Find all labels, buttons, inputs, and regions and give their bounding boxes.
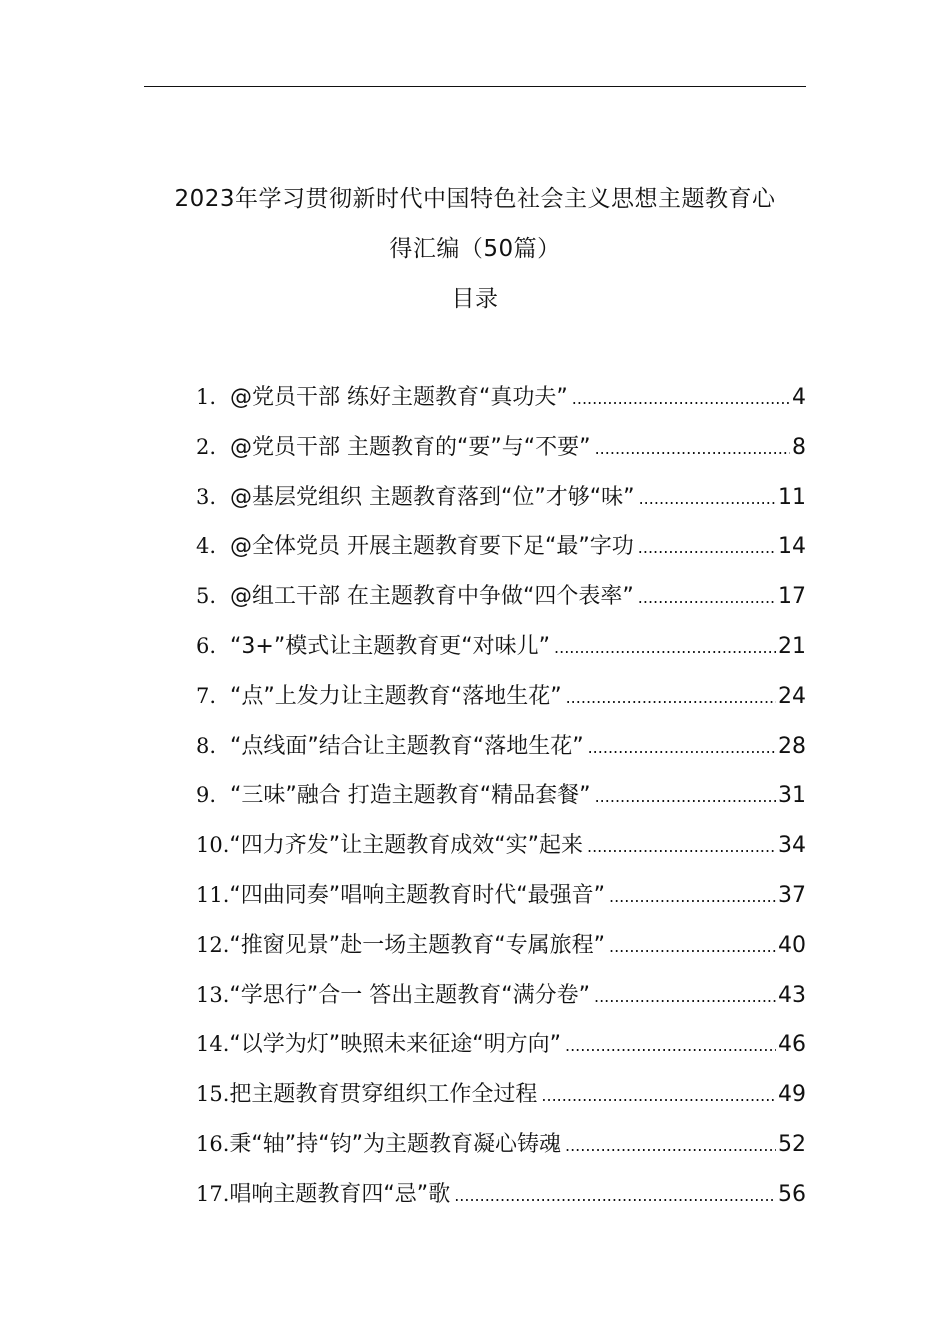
toc-entry-page-number: 28 bbox=[778, 733, 806, 759]
toc-entry[interactable] bbox=[196, 380, 806, 430]
toc-entry[interactable] bbox=[196, 430, 806, 480]
toc-dot-leader bbox=[454, 1186, 776, 1205]
toc-dot-leader bbox=[587, 837, 776, 856]
toc-entry-number: 3. bbox=[196, 484, 217, 509]
toc-entry-title: 把主题教育贯穿组织工作全过程 bbox=[229, 1082, 538, 1108]
toc-entry[interactable] bbox=[196, 1177, 806, 1227]
toc-entry-title: “三味”融合 打造主题教育“精品套餐” bbox=[230, 783, 591, 809]
toc-entry[interactable] bbox=[196, 778, 806, 828]
toc-entry-number: 4. bbox=[196, 534, 217, 559]
toc-entry-title: “以学为灯”映照未来征途“明方向” bbox=[229, 1032, 561, 1058]
toc-heading: 目录 bbox=[451, 286, 499, 312]
toc-entry-number: 5. bbox=[196, 584, 217, 609]
toc-entry-title: @党员干部 练好主题教育“真功夫” bbox=[230, 385, 568, 410]
toc-entry-number: 14. bbox=[196, 1032, 230, 1057]
toc-entry-number: 6. bbox=[196, 633, 217, 658]
toc-entry-number: 8. bbox=[196, 733, 217, 758]
toc-entry-page-number: 56 bbox=[778, 1181, 806, 1207]
toc-entry-title: “四力齐发”让主题教育成效“实”起来 bbox=[229, 833, 583, 859]
toc-entry-title: 唱响主题教育四“忌”歌 bbox=[229, 1181, 451, 1207]
toc-dot-leader bbox=[554, 638, 776, 657]
toc-entry[interactable] bbox=[196, 828, 806, 878]
toc-dot-leader bbox=[565, 1036, 776, 1055]
toc-entry-number: 10. bbox=[196, 833, 230, 858]
toc-dot-leader bbox=[565, 1136, 776, 1155]
toc-entry-title: @全体党员 开展主题教育要下足“最”字功 bbox=[230, 534, 634, 560]
toc-entry-page-number: 34 bbox=[778, 833, 806, 859]
toc-entry-number: 2. bbox=[196, 434, 217, 459]
toc-entry-title: “点线面”结合让主题教育“落地生花” bbox=[230, 733, 584, 759]
toc-entry-page-number: 8 bbox=[792, 434, 806, 460]
toc-entry-title: “点”上发力让主题教育“落地生花” bbox=[230, 683, 562, 709]
toc-entry-number: 13. bbox=[196, 982, 230, 1007]
toc-dot-leader bbox=[638, 538, 776, 557]
toc-entry-page-number: 14 bbox=[778, 534, 806, 560]
toc-entry-number: 9. bbox=[196, 783, 217, 808]
toc-entry-page-number: 46 bbox=[778, 1032, 806, 1058]
toc-entry-page-number: 17 bbox=[778, 584, 806, 610]
toc-entry-page-number: 49 bbox=[778, 1082, 806, 1108]
toc-entry-title: @基层党组织 主题教育落到“位”才够“味” bbox=[230, 484, 635, 510]
toc-dot-leader bbox=[594, 987, 776, 1006]
toc-entry-number: 16. bbox=[196, 1131, 230, 1156]
toc-entry-title: “四曲同奏”唱响主题教育时代“最强音” bbox=[229, 882, 605, 908]
toc-dot-leader bbox=[609, 887, 776, 906]
toc-entry-page-number: 31 bbox=[778, 783, 806, 809]
toc-entry-page-number: 11 bbox=[778, 484, 806, 510]
table-of-contents bbox=[196, 380, 806, 1227]
toc-entry[interactable] bbox=[196, 529, 806, 579]
toc-entry-page-number: 37 bbox=[778, 882, 806, 908]
document-title-line-1: 2023年学习贯彻新时代中国特色社会主义思想主题教育心 bbox=[174, 186, 776, 212]
toc-entry[interactable] bbox=[196, 480, 806, 530]
toc-entry[interactable] bbox=[196, 978, 806, 1028]
toc-entry-number: 7. bbox=[196, 683, 217, 708]
toc-entry-title: @党员干部 主题教育的“要”与“不要” bbox=[230, 434, 591, 460]
toc-dot-leader bbox=[595, 439, 790, 458]
toc-dot-leader bbox=[595, 787, 776, 806]
header-rule bbox=[144, 86, 806, 87]
toc-entry[interactable] bbox=[196, 878, 806, 928]
toc-entry[interactable] bbox=[196, 579, 806, 629]
document-title-line-2: 得汇编（50篇） bbox=[389, 236, 561, 262]
toc-dot-leader bbox=[566, 688, 776, 707]
toc-entry-page-number: 43 bbox=[778, 982, 806, 1008]
toc-entry-page-number: 52 bbox=[778, 1131, 806, 1157]
toc-entry[interactable] bbox=[196, 1027, 806, 1077]
toc-dot-leader bbox=[609, 937, 776, 956]
toc-entry[interactable] bbox=[196, 629, 806, 679]
toc-entry-number: 1. bbox=[196, 385, 217, 409]
toc-entry[interactable] bbox=[196, 1127, 806, 1177]
toc-dot-leader bbox=[639, 489, 776, 508]
toc-entry[interactable] bbox=[196, 928, 806, 978]
toc-entry-number: 11. bbox=[196, 882, 230, 907]
toc-entry-page-number: 4 bbox=[792, 385, 806, 410]
toc-dot-leader bbox=[541, 1086, 776, 1105]
toc-entry-number: 17. bbox=[196, 1181, 230, 1206]
toc-entry[interactable] bbox=[196, 729, 806, 779]
toc-entry-title: 秉“轴”持“钧”为主题教育凝心铸魂 bbox=[229, 1131, 561, 1157]
toc-entry-title: “推窗见景”赴一场主题教育“专属旅程” bbox=[229, 932, 605, 958]
toc-entry-title: “3+”模式让主题教育更“对味儿” bbox=[230, 633, 551, 659]
toc-dot-leader bbox=[588, 738, 776, 757]
toc-entry-title: @组工干部 在主题教育中争做“四个表率” bbox=[230, 584, 634, 610]
toc-entry[interactable] bbox=[196, 679, 806, 729]
toc-entry-number: 12. bbox=[196, 932, 230, 957]
toc-entry-page-number: 24 bbox=[778, 683, 806, 709]
toc-entry-title: “学思行”合一 答出主题教育“满分卷” bbox=[229, 982, 590, 1008]
toc-dot-leader bbox=[638, 588, 776, 607]
toc-dot-leader bbox=[572, 389, 790, 408]
toc-entry-page-number: 40 bbox=[778, 932, 806, 958]
toc-entry-page-number: 21 bbox=[778, 633, 806, 659]
toc-entry-number: 15. bbox=[196, 1082, 230, 1107]
toc-entry[interactable] bbox=[196, 1077, 806, 1127]
